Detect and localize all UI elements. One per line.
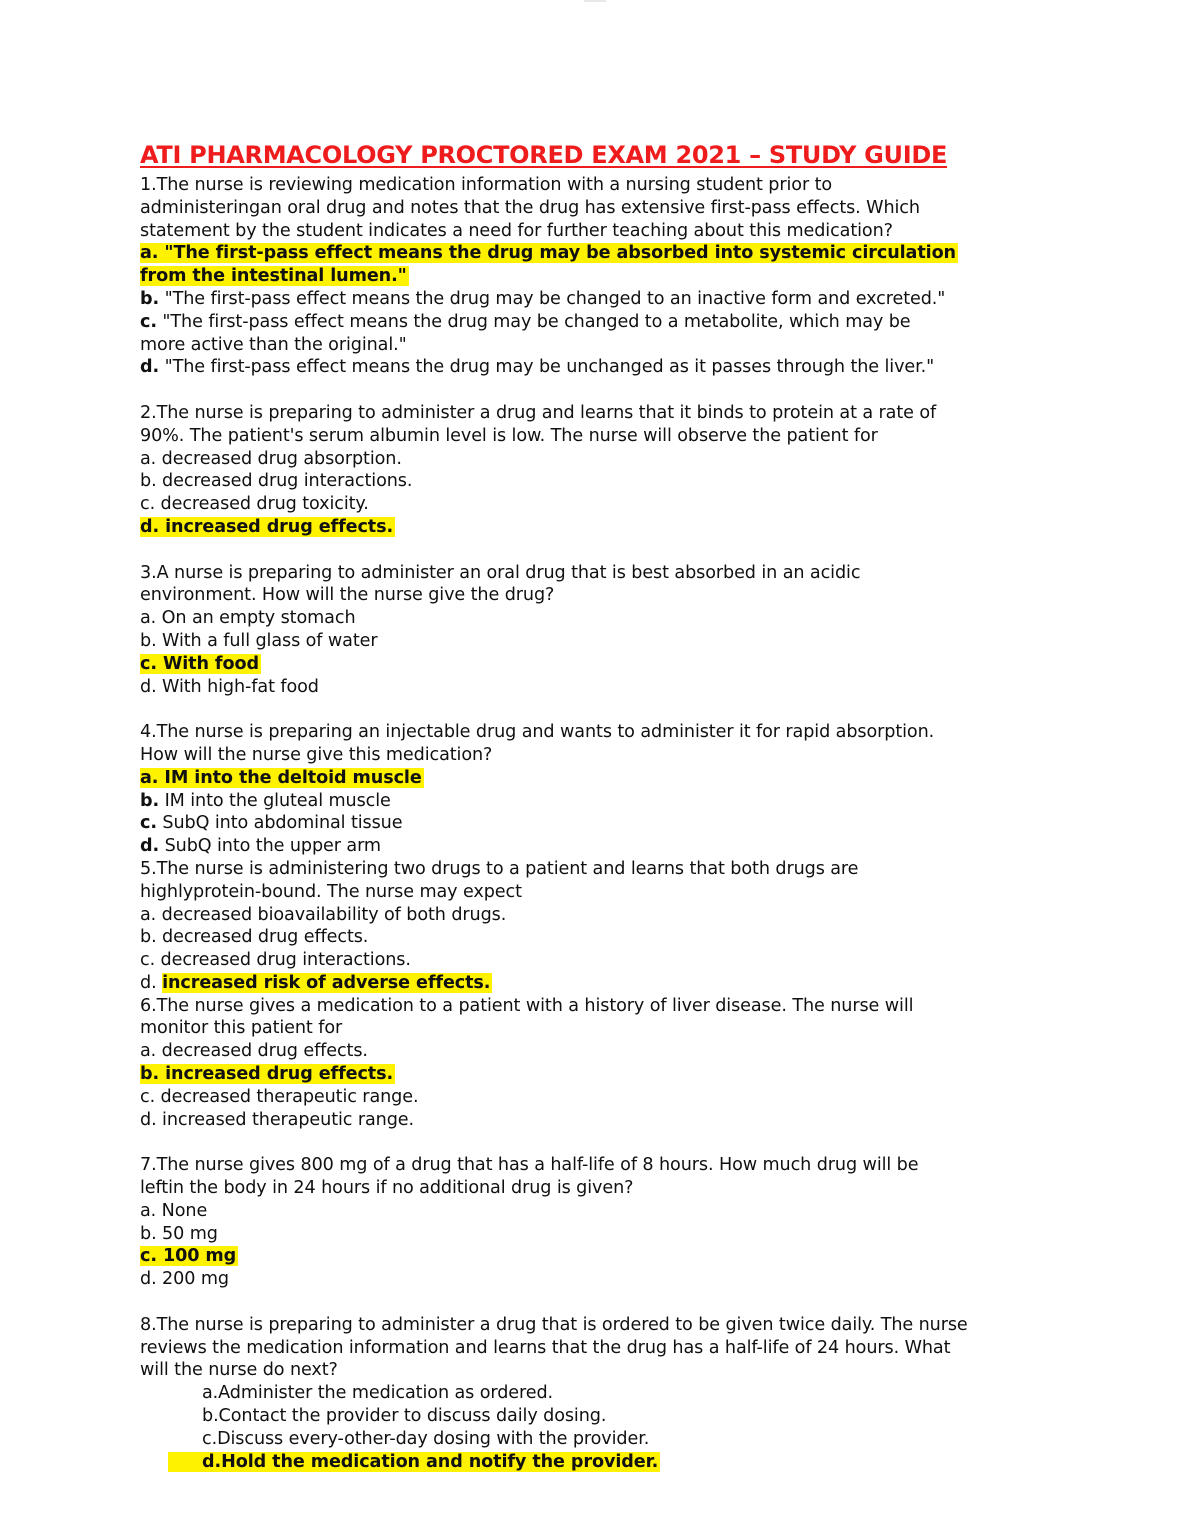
question-2 [140,402,1055,539]
answer-option-correct [140,1451,1055,1474]
option-letter: d. [140,357,160,378]
answer-option: a. decreased drug absorption. [140,448,402,469]
question-stem-line: How will the nurse give this medication? [140,744,493,765]
question-stem-line: 90%. The patient's serum albumin level is low. The nurse will observe the patient for [140,425,878,446]
option-letter: d. [140,836,160,857]
answer-option: b. decreased drug effects. [140,927,369,948]
answer-option-correct-cont [140,265,1055,288]
document-title: ATI PHARMACOLOGY PROCTORED EXAM 2021 – STUDY GUIDE [140,141,948,169]
question-stem-line: 6.The nurse gives a medication to a patient with a history of liver disease. The nurse will [140,995,914,1016]
answer-option: c. decreased therapeutic range. [140,1086,419,1107]
question-stem-line: will the nurse do next? [140,1360,338,1381]
question-stem-line: administeringan oral drug and notes that the drug has extensive first-pass effects. Which [140,197,920,218]
answer-option [140,790,1055,813]
question-stem-line: 8.The nurse is preparing to administer a drug that is ordered to be given twice daily. The nurse [140,1314,968,1335]
question-stem-line: 3.A nurse is preparing to administer an oral drug that is best absorbed in an acidic [140,562,861,583]
highlighted-answer-text: c. With food [140,653,259,674]
answer-option: c. decreased drug toxicity. [140,494,369,515]
highlighted-answer-text: increased risk of adverse effects. [162,972,491,993]
answer-option: d. increased therapeutic range. [140,1109,415,1130]
spacer [140,698,1055,721]
option-text: IM into the gluteal muscle [164,790,391,811]
question-8 [140,1314,1055,1474]
option-text: SubQ into the upper arm [164,836,381,857]
highlighted-answer-text: c. 100 mg [140,1246,237,1267]
question-stem-line: statement by the student indicates a need for further teaching about this medication? [140,220,893,241]
answer-option [140,311,1055,334]
question-1 [140,174,1055,379]
highlighted-answer-text: a. IM into the deltoid muscle [140,767,422,788]
question-5 [140,858,1055,995]
question-stem-line: reviews the medication information and learns that the drug has a half-life of 24 hours. What [140,1337,951,1358]
spacer [140,1131,1055,1154]
question-stem-line: 2.The nurse is preparing to administer a drug and learns that it binds to protein at a rate of [140,402,937,423]
answer-option: a. None [140,1200,208,1221]
highlighted-answer-text: a. "The first-pass effect means the drug may be absorbed into systemic circulation [140,243,956,264]
answer-option: c. decreased drug interactions. [140,950,411,971]
answer-option-correct [140,653,1055,676]
question-stem-line: 1.The nurse is reviewing medication information with a nursing student prior to [140,175,833,195]
answer-option-cont: more active than the original." [140,334,407,355]
question-7 [140,1154,1055,1291]
option-letter: c. [140,311,157,332]
study-guide [140,140,1055,1473]
highlighted-answer-text: d. increased drug effects. [140,516,394,537]
question-stem-line: highlyprotein-bound. The nurse may expect [140,881,522,902]
question-stem-line: 4.The nurse is preparing an injectable drug and wants to administer it for rapid absorption. [140,722,935,743]
option-text: "The first-pass effect means the drug may be unchanged as it passes through the liver." [164,357,935,378]
answer-option [140,356,1055,379]
option-letter: b. [140,288,160,309]
question-6 [140,995,1055,1132]
spacer [140,539,1055,562]
answer-option-correct [140,516,1055,539]
answer-option [140,812,1055,835]
option-letter: d. [140,972,157,993]
page-header-mark [584,0,606,2]
answer-option: a. decreased bioavailability of both drugs. [140,904,507,925]
answer-option: b.Contact the provider to discuss daily dosing. [202,1406,607,1427]
option-letter: c. [140,813,157,834]
spacer [140,1291,1055,1314]
question-stem-line: monitor this patient for [140,1018,343,1039]
answer-option: d. With high-fat food [140,676,319,697]
question-stem-line: 7.The nurse gives 800 mg of a drug that has a half-life of 8 hours. How much drug will be [140,1155,919,1176]
option-text: "The first-pass effect means the drug may be changed to an inactive form and excreted." [164,288,946,309]
question-stem-line: leftin the body in 24 hours if no additional drug is given? [140,1178,634,1199]
option-text: SubQ into abdominal tissue [162,813,403,834]
answer-option: a. On an empty stomach [140,608,356,629]
answer-option-correct [140,972,1055,995]
highlighted-answer-text: d.Hold the medication and notify the provider. [168,1452,660,1472]
answer-option [140,288,1055,311]
answer-option-correct [140,1245,1055,1268]
option-text: "The first-pass effect means the drug may be changed to a metabolite, which may be [162,311,911,332]
answer-option-correct [140,1063,1055,1086]
answer-option: b. decreased drug interactions. [140,471,413,492]
question-4 [140,721,1055,858]
answer-option: d. 200 mg [140,1269,229,1290]
answer-option-correct [140,767,1055,790]
answer-option: a.Administer the medication as ordered. [202,1383,554,1404]
question-3 [140,562,1055,699]
option-letter: b. [140,790,160,811]
answer-option: c.Discuss every-other-day dosing with the provider. [202,1428,650,1449]
highlighted-answer-text: b. increased drug effects. [140,1064,394,1085]
question-stem-line: 5.The nurse is administering two drugs to a patient and learns that both drugs are [140,858,859,879]
answer-option: b. 50 mg [140,1223,218,1244]
answer-option: a. decreased drug effects. [140,1041,368,1062]
answer-option-correct [140,242,1055,265]
question-stem-line: environment. How will the nurse give the drug? [140,585,555,606]
highlighted-answer-text: from the intestinal lumen." [140,266,407,287]
spacer [140,379,1055,402]
answer-option [140,835,1055,858]
answer-option: b. With a full glass of water [140,630,378,651]
